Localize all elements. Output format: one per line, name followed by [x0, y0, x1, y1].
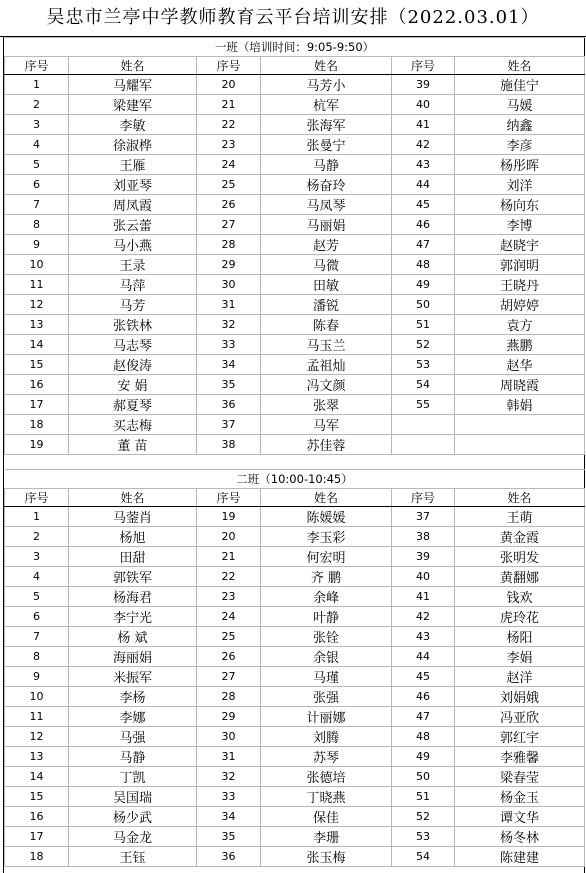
name-cell: 苏琴 — [261, 747, 392, 767]
name-cell: 李玉彩 — [261, 527, 392, 547]
header-name: 姓名 — [261, 57, 392, 75]
name-cell: 胡婷婷 — [455, 295, 585, 315]
table-row — [5, 115, 585, 135]
table-row — [5, 567, 585, 587]
seq-cell: 53 — [392, 355, 455, 375]
blank-row — [5, 867, 585, 873]
name-cell: 马凤琴 — [261, 195, 392, 215]
seq-cell: 23 — [197, 587, 261, 607]
name-cell: 张铨 — [261, 627, 392, 647]
name-cell: 叶静 — [261, 607, 392, 627]
table-row — [5, 215, 585, 235]
seq-cell: 1 — [5, 507, 69, 527]
seq-cell: 47 — [392, 707, 455, 727]
page-title: 吴忠市兰亭中学教师教育云平台培训安排（2022.03.01） — [0, 0, 586, 37]
header-seq: 序号 — [197, 57, 261, 75]
name-cell: 韩娟 — [455, 395, 585, 415]
blank-cell — [197, 455, 261, 470]
name-cell: 陈建建 — [455, 847, 585, 867]
name-cell: 杨少武 — [69, 807, 197, 827]
seq-cell: 43 — [392, 627, 455, 647]
seq-cell: 41 — [392, 115, 455, 135]
seq-cell: 11 — [5, 275, 69, 295]
table-row — [5, 275, 585, 295]
seq-cell: 23 — [197, 135, 261, 155]
name-cell: 郝夏琴 — [69, 395, 197, 415]
seq-cell: 13 — [5, 747, 69, 767]
name-cell: 谭文华 — [455, 807, 585, 827]
name-cell: 马芳 — [69, 295, 197, 315]
header-name: 姓名 — [455, 57, 585, 75]
table-row — [5, 355, 585, 375]
seq-cell: 39 — [392, 547, 455, 567]
table-row — [5, 747, 585, 767]
seq-cell: 13 — [5, 315, 69, 335]
name-cell: 马耀军 — [69, 75, 197, 95]
table-row — [5, 415, 585, 435]
name-cell: 赵洋 — [455, 667, 585, 687]
seq-cell: 51 — [392, 315, 455, 335]
name-cell: 刘亚琴 — [69, 175, 197, 195]
name-cell: 王雁 — [69, 155, 197, 175]
name-cell: 郭润明 — [455, 255, 585, 275]
name-cell: 马丽娟 — [261, 215, 392, 235]
name-cell: 买志梅 — [69, 415, 197, 435]
seq-cell: 12 — [5, 295, 69, 315]
seq-cell: 50 — [392, 295, 455, 315]
seq-cell: 20 — [197, 527, 261, 547]
name-cell: 周晓霞 — [455, 375, 585, 395]
seq-cell: 37 — [197, 415, 261, 435]
seq-cell: 25 — [197, 175, 261, 195]
seq-cell: 33 — [197, 335, 261, 355]
seq-cell: 16 — [5, 807, 69, 827]
seq-cell: 2 — [5, 527, 69, 547]
seq-cell: 16 — [5, 375, 69, 395]
seq-cell: 14 — [5, 335, 69, 355]
name-cell: 余峰 — [261, 587, 392, 607]
name-cell: 马瑾 — [261, 667, 392, 687]
name-cell: 何宏明 — [261, 547, 392, 567]
table-row — [5, 627, 585, 647]
seq-cell: 15 — [5, 787, 69, 807]
name-cell: 马萍 — [69, 275, 197, 295]
seq-cell: 54 — [392, 847, 455, 867]
table-row — [5, 667, 585, 687]
seq-cell: 46 — [392, 215, 455, 235]
name-cell: 黄金霞 — [455, 527, 585, 547]
seq-cell: 53 — [392, 827, 455, 847]
name-cell: 吴国瑞 — [69, 787, 197, 807]
name-cell: 张铁林 — [69, 315, 197, 335]
header-seq: 序号 — [5, 57, 69, 75]
name-cell: 苏佳蓉 — [261, 435, 392, 455]
seq-cell: 33 — [197, 787, 261, 807]
name-cell: 徐淑桦 — [69, 135, 197, 155]
name-cell: 冯文颜 — [261, 375, 392, 395]
name-cell: 燕鹏 — [455, 335, 585, 355]
name-cell: 王萌 — [455, 507, 585, 527]
table-row — [5, 135, 585, 155]
name-cell: 梁建军 — [69, 95, 197, 115]
name-cell: 杨海君 — [69, 587, 197, 607]
name-cell: 丁凯 — [69, 767, 197, 787]
seq-cell: 30 — [197, 275, 261, 295]
seq-cell: 14 — [5, 767, 69, 787]
seq-cell: 20 — [197, 75, 261, 95]
name-cell: 马微 — [261, 255, 392, 275]
name-cell: 计丽娜 — [261, 707, 392, 727]
seq-cell: 51 — [392, 787, 455, 807]
name-cell: 杨向东 — [455, 195, 585, 215]
name-cell: 赵华 — [455, 355, 585, 375]
name-cell: 保佳 — [261, 807, 392, 827]
seq-cell: 9 — [5, 667, 69, 687]
name-cell: 马玉兰 — [261, 335, 392, 355]
name-cell: 刘腾 — [261, 727, 392, 747]
name-cell: 杨旭 — [69, 527, 197, 547]
seq-cell: 45 — [392, 195, 455, 215]
seq-cell: 1 — [5, 75, 69, 95]
table-row — [5, 335, 585, 355]
seq-cell: 26 — [197, 195, 261, 215]
name-cell: 杨奋玲 — [261, 175, 392, 195]
seq-cell: 36 — [197, 847, 261, 867]
name-cell: 马芳小 — [261, 75, 392, 95]
name-cell: 张翠 — [261, 395, 392, 415]
seq-cell: 52 — [392, 807, 455, 827]
name-cell: 周凤霞 — [69, 195, 197, 215]
blank-cell — [455, 455, 585, 470]
seq-cell: 29 — [197, 255, 261, 275]
table-row — [5, 687, 585, 707]
name-cell: 马强 — [69, 727, 197, 747]
name-cell: 刘娟娥 — [455, 687, 585, 707]
seq-cell: 22 — [197, 115, 261, 135]
name-cell: 潘锐 — [261, 295, 392, 315]
table-row — [5, 315, 585, 335]
seq-cell: 41 — [392, 587, 455, 607]
seq-cell: 27 — [197, 667, 261, 687]
seq-cell: 37 — [392, 507, 455, 527]
seq-cell: 8 — [5, 215, 69, 235]
table-row — [5, 235, 585, 255]
seq-cell: 18 — [5, 415, 69, 435]
name-cell: 王晓丹 — [455, 275, 585, 295]
seq-cell: 31 — [197, 295, 261, 315]
blank-cell — [5, 455, 69, 470]
seq-cell: 55 — [392, 395, 455, 415]
name-cell: 杨金玉 — [455, 787, 585, 807]
seq-cell: 54 — [392, 375, 455, 395]
table-row — [5, 767, 585, 787]
name-cell: 杨阳 — [455, 627, 585, 647]
table-row — [5, 435, 585, 455]
name-cell: 冯亚欣 — [455, 707, 585, 727]
name-cell: 安 娟 — [69, 375, 197, 395]
table-row — [5, 507, 585, 527]
name-cell: 张玉梅 — [261, 847, 392, 867]
seq-cell: 19 — [5, 435, 69, 455]
name-cell: 马媛 — [455, 95, 585, 115]
table-row — [5, 827, 585, 847]
header-seq: 序号 — [392, 57, 455, 75]
header-row — [5, 57, 585, 75]
table-row — [5, 647, 585, 667]
name-cell: 李娟 — [455, 647, 585, 667]
blank-row — [5, 455, 585, 470]
section-title: 二班（10:00-10:45） — [5, 470, 585, 489]
header-name: 姓名 — [69, 489, 197, 507]
seq-cell: 47 — [392, 235, 455, 255]
table-row — [5, 727, 585, 747]
name-cell: 张海军 — [261, 115, 392, 135]
name-cell: 陈春 — [261, 315, 392, 335]
table-row — [5, 95, 585, 115]
seq-cell: 31 — [197, 747, 261, 767]
seq-cell: 46 — [392, 687, 455, 707]
header-name: 姓名 — [261, 489, 392, 507]
name-cell: 李杨 — [69, 687, 197, 707]
name-cell: 杨冬林 — [455, 827, 585, 847]
section-title: 一班（培训时间：9:05-9:50） — [5, 38, 585, 57]
seq-cell: 24 — [197, 155, 261, 175]
table-row — [5, 255, 585, 275]
name-cell: 田甜 — [69, 547, 197, 567]
table-row — [5, 587, 585, 607]
header-seq: 序号 — [392, 489, 455, 507]
blank-cell — [392, 455, 455, 470]
name-cell: 马蓥肖 — [69, 507, 197, 527]
header-name: 姓名 — [69, 57, 197, 75]
name-cell: 孟祖灿 — [261, 355, 392, 375]
name-cell: 袁方 — [455, 315, 585, 335]
blank-cell — [392, 867, 455, 873]
seq-cell: 15 — [5, 355, 69, 375]
seq-cell: 5 — [5, 155, 69, 175]
seq-cell: 2 — [5, 95, 69, 115]
table-row — [5, 807, 585, 827]
seq-cell: 26 — [197, 647, 261, 667]
name-cell: 李博 — [455, 215, 585, 235]
seq-cell: 25 — [197, 627, 261, 647]
name-cell: 刘洋 — [455, 175, 585, 195]
table-row — [5, 607, 585, 627]
name-cell: 钱欢 — [455, 587, 585, 607]
table-row — [5, 75, 585, 95]
seq-cell: 28 — [197, 687, 261, 707]
seq-cell: 24 — [197, 607, 261, 627]
name-cell: 杨 斌 — [69, 627, 197, 647]
seq-cell: 38 — [197, 435, 261, 455]
name-cell: 海丽娟 — [69, 647, 197, 667]
name-cell: 张云蕾 — [69, 215, 197, 235]
seq-cell — [392, 435, 455, 455]
seq-cell: 12 — [5, 727, 69, 747]
name-cell: 马静 — [261, 155, 392, 175]
name-cell: 赵芳 — [261, 235, 392, 255]
name-cell: 杭军 — [261, 95, 392, 115]
seq-cell: 5 — [5, 587, 69, 607]
blank-cell — [5, 867, 69, 873]
seq-cell: 38 — [392, 527, 455, 547]
seq-cell: 3 — [5, 115, 69, 135]
table-row — [5, 847, 585, 867]
name-cell: 丁晓燕 — [261, 787, 392, 807]
header-name: 姓名 — [455, 489, 585, 507]
seq-cell: 50 — [392, 767, 455, 787]
blank-cell — [69, 455, 197, 470]
table-row — [5, 395, 585, 415]
seq-cell: 4 — [5, 567, 69, 587]
section-title-row — [5, 38, 585, 57]
seq-cell: 27 — [197, 215, 261, 235]
seq-cell: 6 — [5, 175, 69, 195]
seq-cell: 35 — [197, 375, 261, 395]
seq-cell: 35 — [197, 827, 261, 847]
seq-cell: 4 — [5, 135, 69, 155]
table-row — [5, 527, 585, 547]
table-row — [5, 155, 585, 175]
seq-cell: 48 — [392, 727, 455, 747]
name-cell: 马军 — [261, 415, 392, 435]
seq-cell: 28 — [197, 235, 261, 255]
name-cell: 虎玲花 — [455, 607, 585, 627]
seq-cell: 9 — [5, 235, 69, 255]
seq-cell: 30 — [197, 727, 261, 747]
seq-cell: 40 — [392, 95, 455, 115]
name-cell — [455, 415, 585, 435]
name-cell: 马金龙 — [69, 827, 197, 847]
blank-cell — [261, 455, 392, 470]
seq-cell: 52 — [392, 335, 455, 355]
name-cell: 张明发 — [455, 547, 585, 567]
seq-cell: 32 — [197, 767, 261, 787]
seq-cell: 48 — [392, 255, 455, 275]
name-cell: 张曼宁 — [261, 135, 392, 155]
name-cell: 赵俊涛 — [69, 355, 197, 375]
name-cell: 纳鑫 — [455, 115, 585, 135]
seq-cell: 39 — [392, 75, 455, 95]
name-cell: 李宁光 — [69, 607, 197, 627]
table-row — [5, 375, 585, 395]
name-cell: 施佳宁 — [455, 75, 585, 95]
seq-cell: 42 — [392, 135, 455, 155]
seq-cell: 40 — [392, 567, 455, 587]
name-cell: 马小燕 — [69, 235, 197, 255]
seq-cell: 36 — [197, 395, 261, 415]
name-cell: 李彦 — [455, 135, 585, 155]
name-cell: 郭铁军 — [69, 567, 197, 587]
seq-cell: 18 — [5, 847, 69, 867]
table-row — [5, 195, 585, 215]
name-cell: 李雅馨 — [455, 747, 585, 767]
seq-cell: 6 — [5, 607, 69, 627]
seq-cell: 43 — [392, 155, 455, 175]
name-cell: 马志琴 — [69, 335, 197, 355]
table-row — [5, 175, 585, 195]
seq-cell — [392, 415, 455, 435]
name-cell: 余银 — [261, 647, 392, 667]
seq-cell: 45 — [392, 667, 455, 687]
seq-cell: 49 — [392, 747, 455, 767]
seq-cell: 29 — [197, 707, 261, 727]
name-cell: 赵晓宇 — [455, 235, 585, 255]
seq-cell: 34 — [197, 355, 261, 375]
header-seq: 序号 — [5, 489, 69, 507]
name-cell: 李敏 — [69, 115, 197, 135]
seq-cell: 42 — [392, 607, 455, 627]
name-cell: 张强 — [261, 687, 392, 707]
name-cell: 梁春莹 — [455, 767, 585, 787]
seq-cell: 34 — [197, 807, 261, 827]
name-cell: 米振军 — [69, 667, 197, 687]
name-cell: 董 苗 — [69, 435, 197, 455]
schedule-table — [3, 37, 585, 873]
name-cell: 杨彤晖 — [455, 155, 585, 175]
seq-cell: 3 — [5, 547, 69, 567]
section-title-row — [5, 470, 585, 489]
table-row — [5, 295, 585, 315]
name-cell: 李娜 — [69, 707, 197, 727]
table-row — [5, 707, 585, 727]
name-cell — [455, 435, 585, 455]
seq-cell: 7 — [5, 627, 69, 647]
name-cell: 王录 — [69, 255, 197, 275]
seq-cell: 10 — [5, 687, 69, 707]
blank-cell — [455, 867, 585, 873]
name-cell: 齐 鹏 — [261, 567, 392, 587]
header-seq: 序号 — [197, 489, 261, 507]
name-cell: 田敏 — [261, 275, 392, 295]
name-cell: 王钰 — [69, 847, 197, 867]
seq-cell: 10 — [5, 255, 69, 275]
name-cell: 李珊 — [261, 827, 392, 847]
roster-table — [4, 37, 585, 873]
seq-cell: 22 — [197, 567, 261, 587]
seq-cell: 17 — [5, 827, 69, 847]
blank-cell — [261, 867, 392, 873]
name-cell: 张德培 — [261, 767, 392, 787]
name-cell: 郭红宇 — [455, 727, 585, 747]
name-cell: 马静 — [69, 747, 197, 767]
table-row — [5, 787, 585, 807]
seq-cell: 7 — [5, 195, 69, 215]
seq-cell: 44 — [392, 647, 455, 667]
seq-cell: 8 — [5, 647, 69, 667]
seq-cell: 17 — [5, 395, 69, 415]
seq-cell: 32 — [197, 315, 261, 335]
blank-cell — [69, 867, 197, 873]
seq-cell: 11 — [5, 707, 69, 727]
header-row — [5, 489, 585, 507]
seq-cell: 21 — [197, 95, 261, 115]
name-cell: 陈媛媛 — [261, 507, 392, 527]
seq-cell: 44 — [392, 175, 455, 195]
seq-cell: 49 — [392, 275, 455, 295]
blank-cell — [197, 867, 261, 873]
seq-cell: 19 — [197, 507, 261, 527]
name-cell: 黄翻娜 — [455, 567, 585, 587]
table-row — [5, 547, 585, 567]
seq-cell: 21 — [197, 547, 261, 567]
